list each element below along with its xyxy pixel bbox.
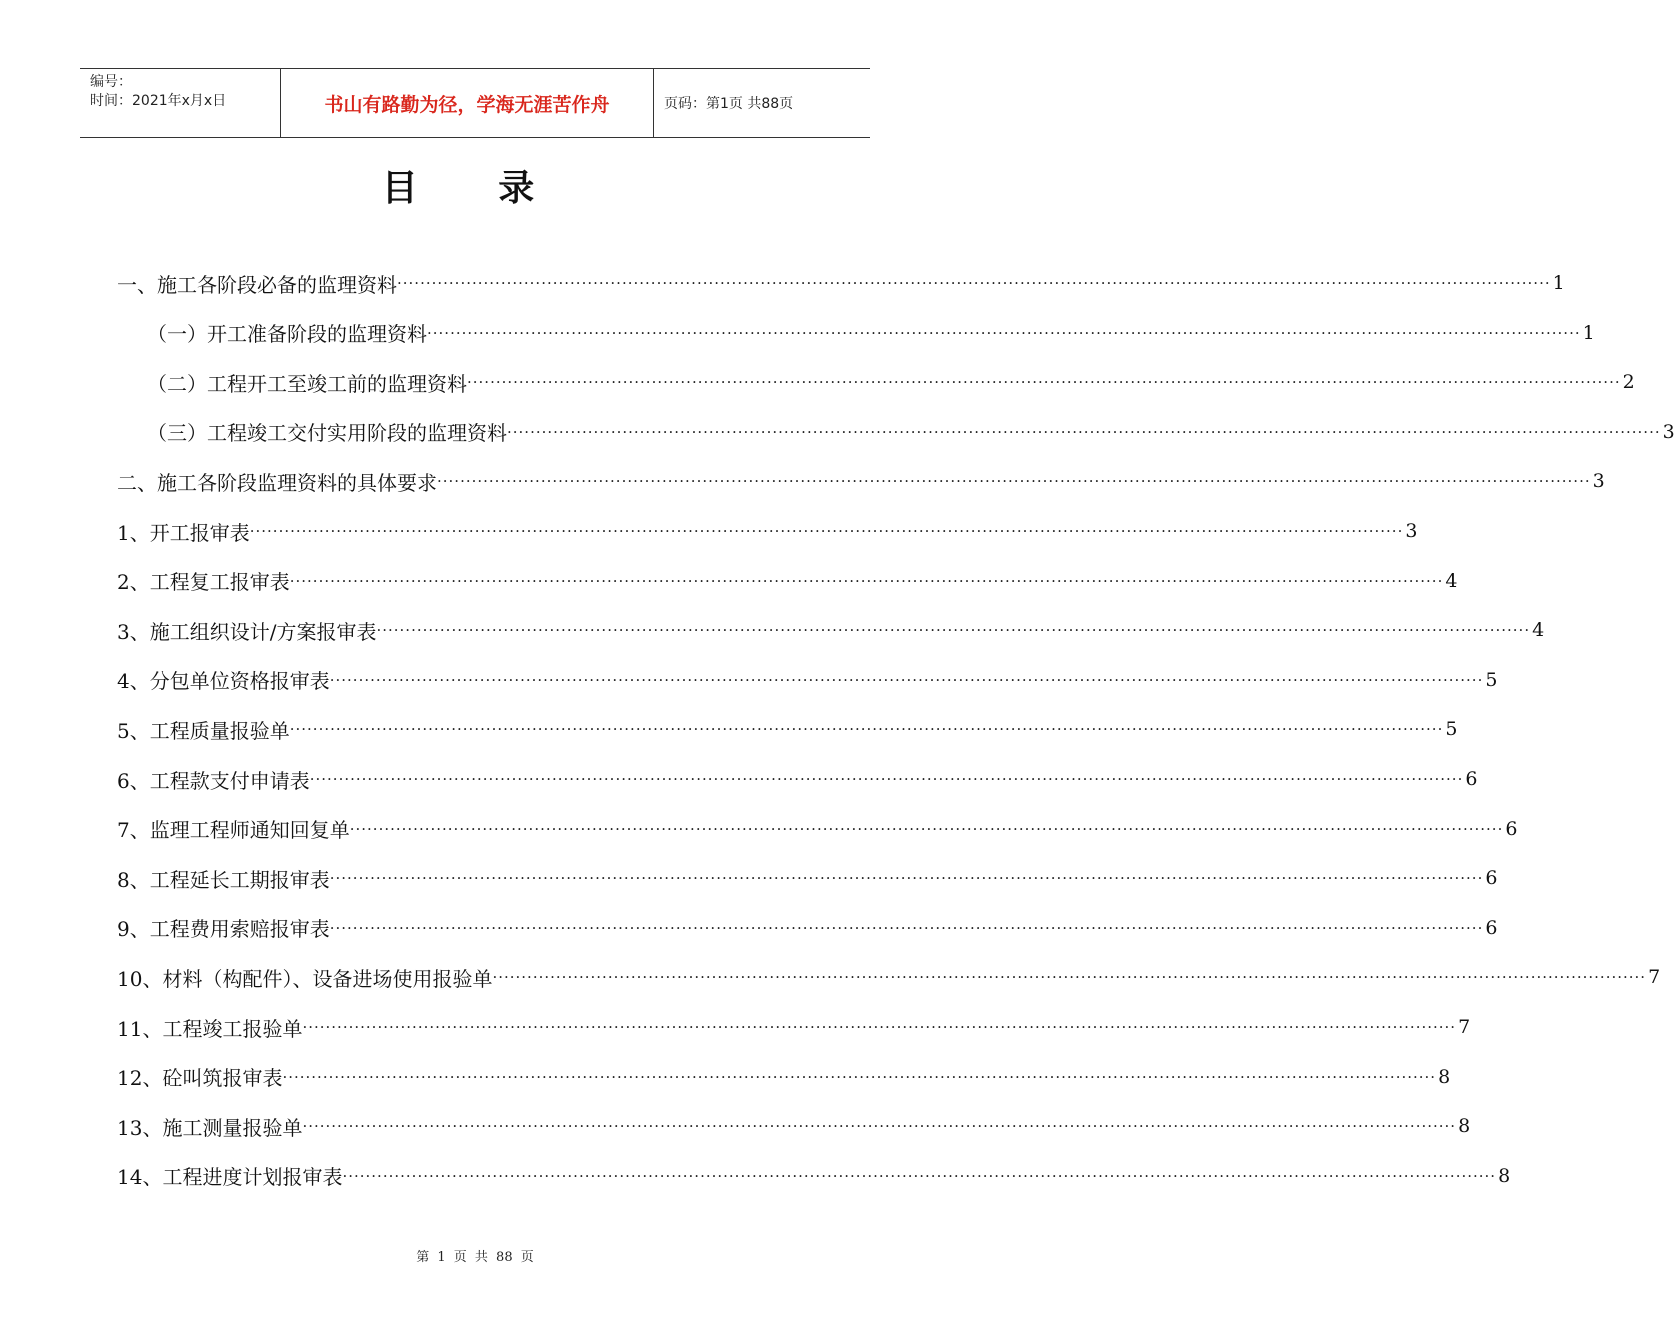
toc-entry-title: （二）工程开工至竣工前的监理资料 (147, 371, 467, 396)
toc-leader-dots: ········································································································································································································ (437, 472, 1591, 491)
toc-entry-title: 10、材料（构配件）、设备进场使用报验单 (117, 966, 493, 991)
toc-leader-dots: ········································································································································································································ (397, 274, 1551, 292)
toc-entry-title: 7、监理工程师通知回复单 (117, 818, 350, 843)
toc-leader-dots: ········································································································································································································ (329, 918, 1484, 937)
toc-entry-title: 12、砼叫筑报审表 (117, 1066, 283, 1091)
toc-entry-page: 6 (1465, 768, 1478, 790)
toc-entry (147, 316, 1595, 350)
toc-entry (117, 663, 1498, 697)
toc-leader-dots: ········································································································································································································ (282, 1067, 1437, 1086)
header-meta (80, 69, 281, 137)
toc-entry-title: 9、工程费用索赔报审表 (117, 917, 330, 942)
toc-entry-title: 8、工程延长工期报审表 (117, 867, 330, 892)
toc-leader-dots: ········································································································································································································ (249, 522, 1404, 540)
toc-entry-title: 5、工程质量报验单 (117, 718, 290, 743)
toc-entry (117, 613, 1545, 647)
toc-entry (147, 415, 1675, 449)
toc-entry-page: 3 (1405, 520, 1418, 542)
toc-entry (117, 960, 1661, 994)
toc-entry-page: 5 (1485, 668, 1498, 691)
toc-entry-title: 14、工程进度计划报审表 (117, 1165, 343, 1190)
toc-entry (117, 1159, 1511, 1193)
toc-leader-dots: ········································································································································································································ (309, 770, 1464, 788)
toc-leader-dots: ········································································································································································································ (376, 621, 1531, 640)
header-motto: 书山有路勤为径，学海无涯苦作舟 (281, 69, 654, 137)
toc-entry-title: （三）工程竣工交付实用阶段的监理资料 (147, 421, 507, 446)
toc-entry-title: 3、施工组织设计/方案报审表 (117, 619, 377, 644)
toc-entry-page: 7 (1648, 966, 1661, 989)
toc-entry-title: 一、施工各阶段必备的监理资料 (117, 272, 397, 297)
toc-entry (117, 564, 1458, 598)
toc-leader-dots: ········································································································································································································ (427, 323, 1581, 342)
toc-entry (117, 861, 1498, 895)
toc-entry (117, 266, 1565, 300)
toc-entry-title: 1、开工报审表 (117, 520, 250, 545)
toc-entry-page: 6 (1485, 867, 1498, 890)
toc-entry (117, 1060, 1451, 1094)
toc-entry-title: 6、工程款支付申请表 (117, 768, 310, 793)
toc-leader-dots: ········································································································································································································ (342, 1166, 1497, 1185)
toc-entry-title: 11、工程竣工报验单 (117, 1016, 303, 1041)
toc-leader-dots: ········································································································································································································ (302, 1117, 1457, 1136)
toc-entry (117, 514, 1418, 548)
document-time-label: 时间：2021年x月x日 (90, 93, 227, 109)
toc-entry-page: 1 (1552, 272, 1565, 294)
toc-leader-dots: ········································································································································································································ (289, 571, 1444, 590)
toc-entry (117, 1010, 1471, 1044)
toc-entry-page: 4 (1532, 619, 1545, 642)
toc-entry-title: 二、施工各阶段监理资料的具体要求 (117, 470, 437, 495)
toc-entry-page: 7 (1458, 1016, 1471, 1038)
toc-leader-dots: ········································································································································································································ (467, 373, 1621, 392)
toc-leader-dots: ········································································································································································································ (349, 819, 1504, 838)
toc-entry-page: 2 (1622, 371, 1635, 394)
toc-entry (117, 762, 1478, 796)
toc-leader-dots: ········································································································································································································ (507, 422, 1661, 441)
toc-entry-title: （一）开工准备阶段的监理资料 (147, 322, 427, 347)
header-page-info: 页码：第1页 共88页 (664, 96, 794, 112)
toc-entry (147, 365, 1635, 399)
toc-entry-page: 4 (1445, 569, 1458, 592)
toc-entry-title: 2、工程复工报审表 (117, 570, 290, 595)
toc-entry (117, 911, 1498, 945)
toc-entry (117, 464, 1605, 498)
toc-leader-dots: ········································································································································································································ (289, 720, 1444, 739)
toc-entry-page: 6 (1505, 817, 1518, 840)
toc-entry-page: 3 (1592, 470, 1605, 493)
toc-entry (117, 1109, 1471, 1143)
toc-entry-page: 6 (1485, 916, 1498, 939)
toc-leader-dots: ········································································································································································································ (329, 670, 1484, 689)
toc-entry-page: 8 (1438, 1065, 1451, 1088)
page-header (80, 68, 870, 138)
toc-entry-title: 4、分包单位资格报审表 (117, 669, 330, 694)
toc-entry (117, 812, 1518, 846)
toc-entry-page: 8 (1458, 1115, 1471, 1138)
document-number-label: 编号： (90, 74, 132, 90)
toc-leader-dots: ········································································································································································································ (492, 968, 1647, 987)
page-title: 目 录 (381, 168, 569, 209)
toc-entry-title: 13、施工测量报验单 (117, 1115, 303, 1140)
page-footer: 第 1 页 共 88 页 (416, 1250, 534, 1265)
toc-entry-page: 1 (1582, 321, 1595, 344)
toc-leader-dots: ········································································································································································································ (329, 869, 1484, 888)
toc-entry-page: 3 (1662, 420, 1675, 443)
toc-entry-page: 5 (1445, 718, 1458, 741)
toc-leader-dots: ········································································································································································································ (302, 1018, 1457, 1036)
toc-entry-page: 8 (1498, 1164, 1511, 1187)
toc-entry (117, 712, 1458, 746)
